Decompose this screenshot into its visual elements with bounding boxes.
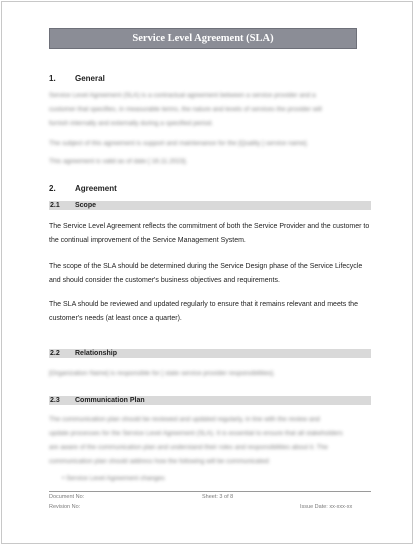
section-number: 2.	[49, 184, 56, 193]
blurred-text-line: are aware of the communication plan and understand their roles and responsibilities about it. The	[49, 444, 328, 451]
blurred-text-line: update processes for the Service Level Agreement (SLA). It is essential to ensure that all stakeholders	[49, 430, 343, 437]
subsection-heading-scope	[49, 201, 371, 210]
document-title-banner: Service Level Agreement (SLA)	[49, 28, 357, 49]
blurred-text-line: Service Level Agreement (SLA) is a contractual agreement between a service provider and a	[49, 92, 316, 99]
section-heading-general	[49, 74, 105, 83]
scope-paragraph: The scope of the SLA should be determined during the Service Design phase of the Service Lifecycle and should consider the customer's business objectives and requirements.	[49, 263, 363, 284]
subsection-title: Scope	[75, 202, 97, 209]
subsection-number: 2.2	[50, 350, 60, 357]
scope-paragraph: The SLA should be reviewed and updated regularly to ensure that it remains relevant and meets the customer's needs (at least once a quarter).	[49, 301, 358, 322]
footer-issue-date: Issue Date: xx-xxx-xx	[300, 504, 353, 510]
blurred-text-line: furnish internally and externally during a specified period.	[49, 120, 214, 127]
subsection-title: Communication Plan	[75, 397, 145, 404]
blurred-bullet-text: Service Level Agreement changes	[66, 475, 165, 482]
subsection-number: 2.1	[50, 202, 60, 209]
subsection-title: Relationship	[75, 350, 118, 357]
section-heading-agreement	[49, 184, 117, 193]
blurred-text-line: The communication plan should be reviewed and updated regularly, in line with the review and	[49, 416, 320, 423]
section-number: 1.	[49, 74, 56, 83]
blurred-text-line: communication plan should address how the following will be communicated:	[49, 458, 271, 465]
blurred-text-line: [Organization Name] is responsible for [ state service provider responsibilities].	[49, 370, 275, 377]
section-title: General	[75, 74, 105, 83]
blurred-bullet-item: • Service Level Agreement changes	[62, 475, 165, 482]
footer-divider	[49, 491, 371, 492]
footer-revision-no: Revision No:	[49, 504, 81, 510]
section-title: Agreement	[75, 184, 117, 193]
blurred-text-line: This agreement is valid as of date [ 16.11.2023].	[49, 158, 188, 165]
document-page	[1, 1, 413, 544]
footer-sheet: Sheet: 3 of 8	[202, 494, 234, 500]
blurred-text-line: customer that specifies, in measurable terms, the nature and levels of services the provider will	[49, 106, 322, 113]
footer-document-no: Document No:	[49, 494, 85, 500]
subsection-heading-communication-plan	[49, 396, 371, 405]
subsection-number: 2.3	[50, 397, 60, 404]
subsection-heading-relationship	[49, 349, 371, 358]
scope-paragraph: The Service Level Agreement reflects the commitment of both the Service Provider and the customer to the continual improvement of the Service Management System.	[49, 223, 370, 244]
blurred-text-line: The subject of this agreement is support and maintenance for the [Quality ] service name].	[49, 140, 309, 147]
